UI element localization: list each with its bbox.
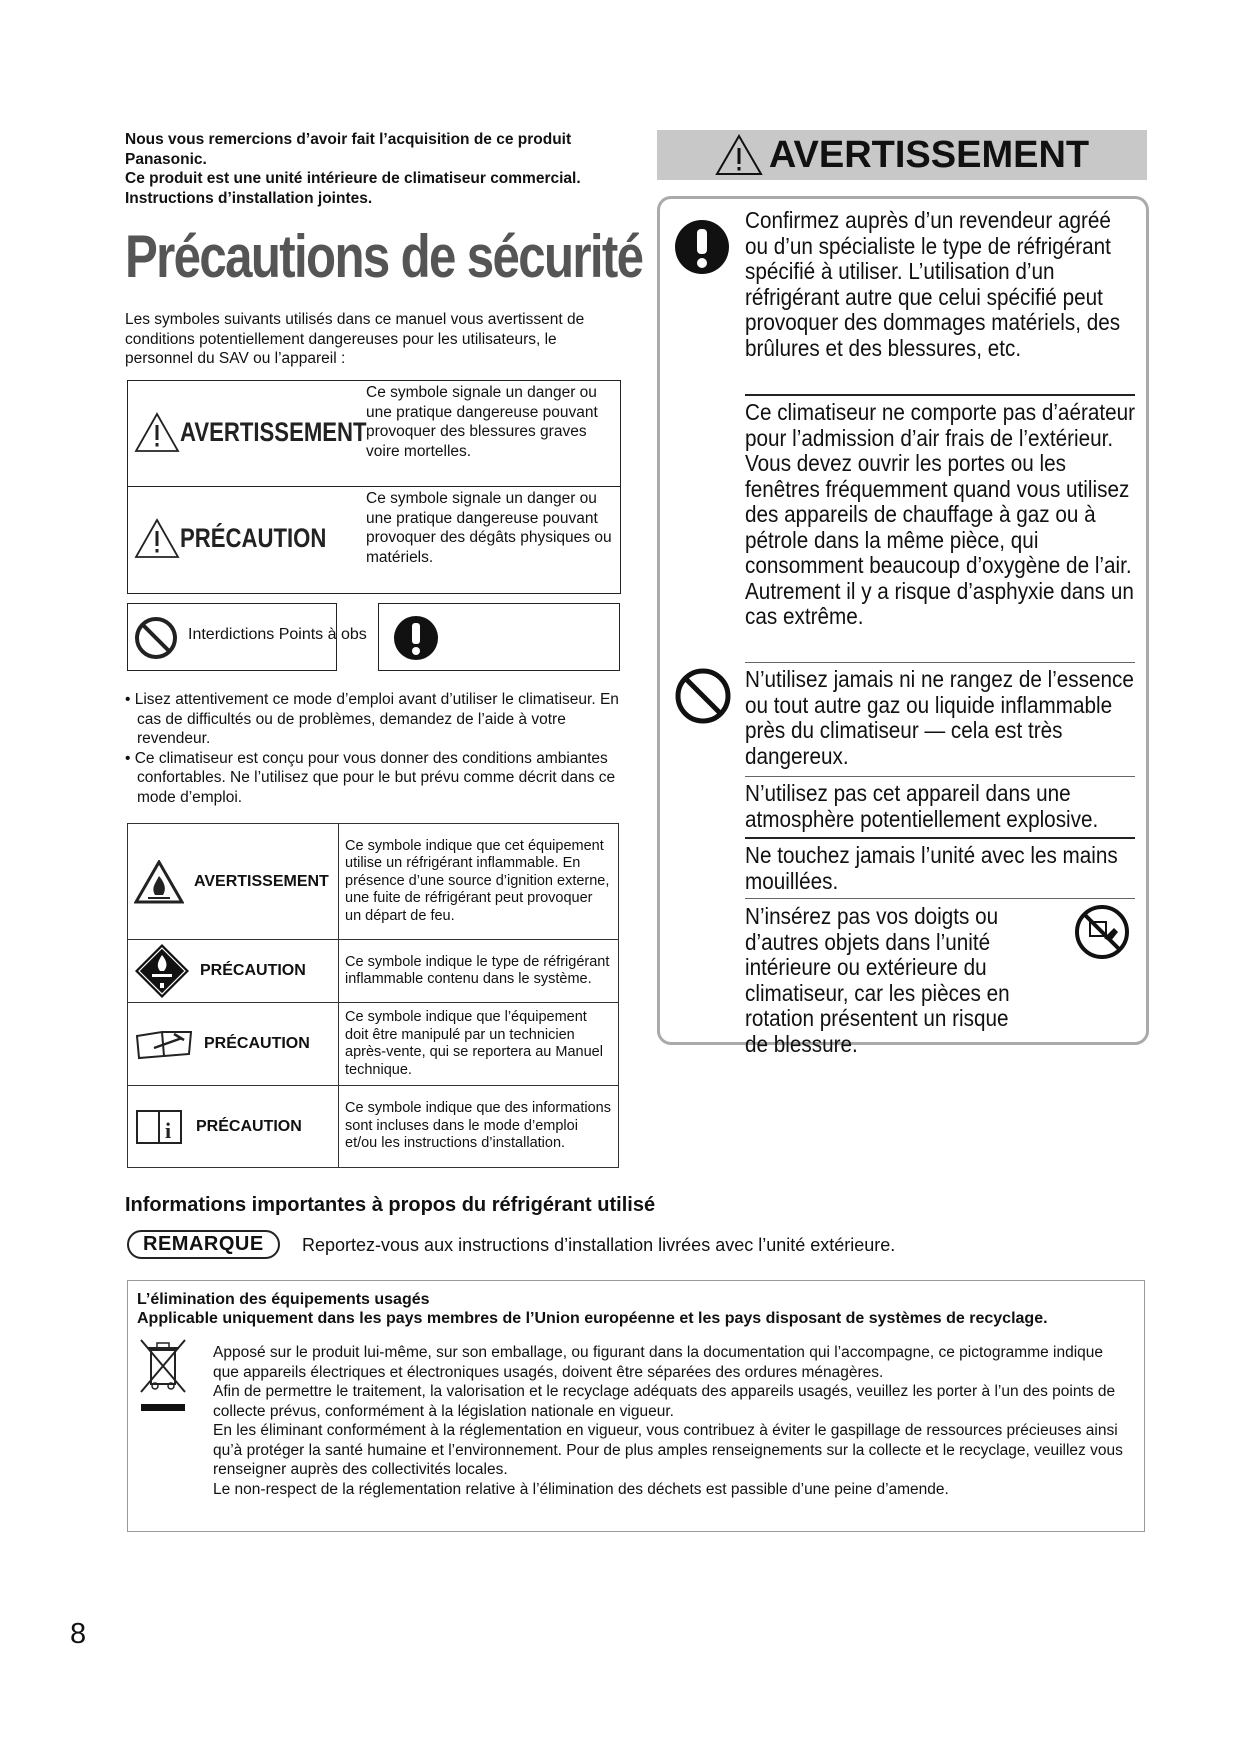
warning-item-2: Ce climatiseur ne comporte pas d’aérateur pour l’admission d’air frais de l’extérieur. Vous devez ouvrir les portes ou les fenêtres fréquemment quand vous utilisez des appareils de chauffage à gaz ou à pétrole dans la même pièce, qui consomment beaucoup d’oxygène de l’air. Autrement il y a risque d’asphyxie dans un cas extrême. bbox=[745, 399, 1136, 629]
disposal-para-1: Apposé sur le produit lui-même, sur son emballage, ou figurant dans la documentation qui l’accompagne, ce pictogramme indique que appareils électriques et électroniques usagés, doivent être séparées des ordures ménagères. bbox=[213, 1344, 1104, 1381]
intro-line-3: Instructions d’installation jointes. bbox=[125, 189, 373, 207]
symbol-desc-caution: Ce symbole signale un danger ou une pratique dangereuse pouvant provoquer des dégâts physiques ou matériels. bbox=[366, 490, 612, 566]
warning-panel bbox=[657, 196, 1149, 1057]
ref-row bbox=[128, 1086, 619, 1168]
separator bbox=[745, 898, 1135, 899]
symbols-intro: Les symboles suivants utilisés dans ce manuel vous avertissent de conditions potentiellement dangereuses pour les utilisateurs, le personnel du SAV ou l’appareil : bbox=[125, 311, 585, 367]
intro-line-1: Nous vous remercions d’avoir fait l’acquisition de ce produit Panasonic. bbox=[125, 131, 572, 168]
mandatory-action-icon bbox=[674, 219, 730, 275]
warning-item-1: Confirmez auprès d’un revendeur agréé ou d’un spécialiste le type de réfrigérant spécifié à utiliser. L’utilisation d’un réfrigérant autre que celui spécifié peut provoquer des dommages matériels, des brûlures et des blessures, etc. bbox=[745, 207, 1121, 361]
refrigerant-symbol-table bbox=[127, 823, 619, 1168]
warning-triangle-icon bbox=[134, 411, 180, 453]
disposal-para-2: Afin de permettre le traitement, la valorisation et le recyclage adéquats des appareils usagés, veuillez les porter à l’un des points de collecte prévus, conformément à la législation nationale en vigueur. bbox=[213, 1383, 1116, 1420]
ref-desc: Ce symbole indique que cet équipement utilise un réfrigérant inflammable. En présence d’une source d’ignition externe, une fuite de réfrigérant peut provoquer un départ de feu. bbox=[339, 824, 619, 940]
prohibition-text: Interdictions Points à obs bbox=[188, 626, 367, 643]
page-number: 8 bbox=[70, 1618, 87, 1650]
intro-text bbox=[125, 130, 625, 208]
ref-desc: Ce symbole indique que l’équipement doit être manipulé par un technicien après-vente, qui se reportera au Manuel technique. bbox=[339, 1003, 619, 1086]
intro-line-2: Ce produit est une unité intérieure de climatiseur commercial. bbox=[125, 170, 581, 187]
no-fingers-fan-icon bbox=[1074, 904, 1130, 960]
warning-item-5: Ne touchez jamais l’unité avec les mains mouillées. bbox=[745, 842, 1118, 894]
disposal-title-1: L’élimination des équipements usagés bbox=[137, 1291, 430, 1308]
disposal-title bbox=[137, 1290, 1048, 1328]
ref-label: AVERTISSEMENT bbox=[194, 872, 329, 890]
disposal-title-2: Applicable uniquement dans les pays membres de l’Union européenne et les pays disposant de systèmes de recyclage. bbox=[137, 1310, 1048, 1327]
disposal-para-3: En les éliminant conformément à la réglementation en vigueur, vous contribuez à éviter le gaspillage de ressources précieuses ainsi qu’à protéger la santé humaine et l’environnement. Pour de plus amples renseignements sur la collecte et le recyclage, veuillez vous renseigner auprès des collectivités locales. bbox=[213, 1422, 1123, 1478]
symbol-label-caution: PRÉCAUTION bbox=[180, 522, 327, 553]
symbol-label-warning: AVERTISSEMENT bbox=[180, 416, 367, 447]
ref-desc: Ce symbole indique le type de réfrigérant inflammable contenu dans le système. bbox=[339, 940, 619, 1003]
usage-note-1: • Lisez attentivement ce mode d’emploi avant d’utiliser le climatiseur. En cas de difficultés ou de problèmes, demandez de l’aide à votre revendeur. bbox=[125, 691, 619, 747]
disposal-body bbox=[213, 1343, 1128, 1499]
warning-item-4: N’utilisez pas cet appareil dans une atmosphère potentiellement explosive. bbox=[745, 780, 1099, 832]
separator bbox=[745, 394, 1135, 396]
obligation-box bbox=[378, 603, 620, 671]
separator bbox=[745, 837, 1135, 839]
ref-row bbox=[128, 1003, 619, 1086]
warning-item-6: N’insérez pas vos doigts ou d’autres objets dans l’unité intérieure ou extérieure du climatiseur, car les pièces en rotation présentent un risque de blessure. bbox=[745, 903, 1010, 1057]
symbol-row-warning bbox=[128, 381, 620, 486]
remark-badge: REMARQUE bbox=[127, 1230, 280, 1259]
caution-triangle-icon bbox=[134, 517, 180, 559]
prohibition-box bbox=[127, 603, 367, 671]
svg-text:i: i bbox=[165, 1117, 172, 1143]
info-book-icon bbox=[134, 1107, 186, 1147]
symbol-table bbox=[127, 380, 621, 594]
usage-note-2: • Ce climatiseur est conçu pour vous donner des conditions ambiantes confortables. Ne l’utilisez que pour le but prévu comme décrit dans ce mode d’emploi. bbox=[125, 749, 616, 806]
refrigerant-heading: Informations importantes à propos du réfrigérant utilisé bbox=[125, 1194, 656, 1216]
warning-item-3: N’utilisez jamais ni ne rangez de l’essence ou tout autre gaz ou liquide inflammable près du climatiseur — cela est très dangereux. bbox=[745, 666, 1134, 769]
warning-panel-title: AVERTISSEMENT bbox=[768, 133, 1090, 176]
ref-label: PRÉCAUTION bbox=[204, 1035, 310, 1053]
prohibition-icon bbox=[134, 616, 178, 660]
prohibition-icon bbox=[674, 667, 732, 725]
separator bbox=[745, 776, 1135, 777]
ref-label: PRÉCAUTION bbox=[200, 962, 306, 980]
page-title: Précautions de sécurité bbox=[125, 223, 643, 290]
warning-panel-header bbox=[657, 130, 1147, 180]
crossed-bin-icon bbox=[137, 1338, 189, 1414]
symbol-desc-warning: Ce symbole signale un danger ou une pratique dangereuse pouvant provoquer des blessures graves voire mortelles. bbox=[366, 384, 598, 460]
disposal-para-4: Le non-respect de la réglementation relative à l’élimination des déchets est passible d’une peine d’amende. bbox=[213, 1480, 949, 1498]
ref-desc: Ce symbole indique que des informations sont incluses dans le mode d’emploi et/ou les instructions d’installation. bbox=[339, 1086, 619, 1168]
ref-label: PRÉCAUTION bbox=[196, 1117, 302, 1135]
exclamation-circle-icon bbox=[393, 615, 439, 661]
warning-triangle-icon bbox=[715, 134, 763, 176]
separator bbox=[745, 662, 1135, 663]
ref-row bbox=[128, 940, 619, 1003]
ref-row bbox=[128, 824, 619, 940]
remark-text: Reportez-vous aux instructions d’installation livrées avec l’unité extérieure. bbox=[302, 1235, 896, 1255]
usage-notes bbox=[125, 690, 625, 807]
service-manual-icon bbox=[134, 1026, 194, 1062]
symbol-row-caution bbox=[128, 486, 620, 592]
flammable-gas-diamond-icon bbox=[134, 943, 190, 999]
disposal-box bbox=[127, 1280, 1145, 1532]
flammable-triangle-icon bbox=[134, 860, 184, 904]
